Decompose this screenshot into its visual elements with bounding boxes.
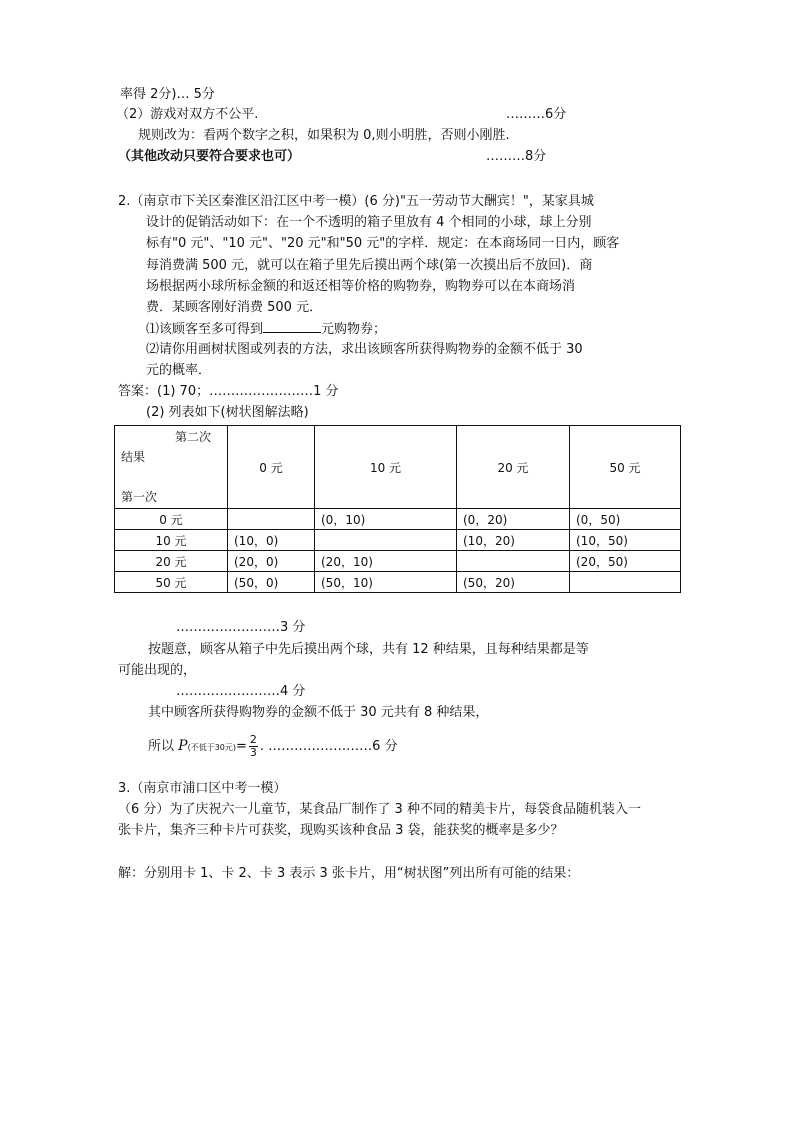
- row-label: 20 元: [115, 551, 228, 572]
- prev-line-4: （其他改动只要符合要求也可）: [118, 149, 301, 164]
- table-cell: (10，50): [570, 530, 681, 551]
- table-cell: (0，50): [570, 509, 681, 530]
- q2-line-3: 标有"0 元"、"10 元"、"20 元"和"50 元"的字样．规定：在本商场同一日内，顾客: [146, 236, 620, 251]
- answer-line-2: (2) 列表如下(树状图解法略): [146, 405, 309, 420]
- header-second-label: 第二次: [175, 430, 212, 444]
- table-cell: [228, 509, 315, 530]
- prob-symbol: P: [178, 738, 188, 754]
- header-first-label: 第一次: [121, 490, 158, 504]
- table-cell: (20，50): [570, 551, 681, 572]
- table-cell: (50，0): [228, 572, 315, 593]
- score-4: ……………………4 分: [176, 684, 306, 699]
- header-result-label: 结果: [121, 450, 146, 464]
- table-cell: (20，10): [315, 551, 457, 572]
- table-cell: (20，0): [228, 551, 315, 572]
- q2-sub1: [146, 320, 386, 339]
- table-cell: [457, 551, 570, 572]
- fraction-denominator: 3: [249, 746, 257, 759]
- q2-sub1-pre: ⑴该顾客至多可得到: [146, 322, 264, 337]
- prev-line-2-score: ………6分: [506, 107, 567, 122]
- header-corner-cell: [115, 426, 228, 509]
- row-label: 50 元: [115, 572, 228, 593]
- table-cell: (10，20): [457, 530, 570, 551]
- probability-fraction: [249, 734, 258, 759]
- table-cell: [570, 572, 681, 593]
- prev-line-3: 规则改为：看两个数字之积，如果积为 0,则小明胜，否则小刚胜.: [138, 128, 510, 143]
- table-row: [115, 509, 681, 530]
- table-header-row: [115, 426, 681, 509]
- q2-line-4: 每消费满 500 元，就可以在箱子里先后摸出两个球(第一次摸出后不放回)．商: [146, 258, 593, 273]
- q2-sub2-line-1: ⑵请你用画树状图或列表的方法，求出该顾客所获得购物券的金额不低于 30: [146, 342, 583, 357]
- col-header: 50 元: [570, 426, 681, 509]
- prob-equals: =: [236, 739, 247, 754]
- prev-line-4-score: ………8分: [486, 149, 547, 164]
- score-3: ……………………3 分: [176, 620, 306, 635]
- q3-line-1: （6 分）为了庆祝六一儿童节，某食品厂制作了 3 种不同的精美卡片，每袋食品随机装入一: [118, 802, 641, 817]
- explanation-line-2: 可能出现的，: [118, 663, 197, 678]
- q3-title: 3.（南京市浦口区中考一模）: [118, 781, 287, 796]
- row-label: 10 元: [115, 530, 228, 551]
- q2-line-2: 设计的促销活动如下：在一个不透明的箱子里放有 4 个相同的小球，球上分别: [146, 215, 592, 230]
- q2-line-5: 场根据两小球所标金额的和返还相等价格的购物券，购物券可以在本商场消: [146, 279, 576, 294]
- explanation-line-3: 其中顾客所获得购物券的金额不低于 30 元共有 8 种结果，: [148, 705, 489, 720]
- table-cell: (50，20): [457, 572, 570, 593]
- prob-prefix: 所以: [148, 739, 175, 754]
- q2-line-1: 2.（南京市下关区秦淮区沿江区中考一模）(6 分)"五一劳动节大酬宾！"，某家具城: [118, 194, 594, 209]
- result-table: [114, 425, 681, 593]
- explanation-line-1: 按题意，顾客从箱子中先后摸出两个球，共有 12 种结果，且每种结果都是等: [148, 642, 589, 657]
- q3-line-2: 张卡片，集齐三种卡片可获奖，现购买该种食品 3 袋，能获奖的概率是多少？: [118, 823, 564, 838]
- fraction-numerator: 2: [249, 733, 257, 746]
- table-cell: (50，10): [315, 572, 457, 593]
- prob-score: . ……………………6 分: [259, 739, 398, 754]
- probability-line: [148, 732, 398, 762]
- table-row: [115, 572, 681, 593]
- table-cell: (0，10): [315, 509, 457, 530]
- col-header: 10 元: [315, 426, 457, 509]
- table-cell: (10，0): [228, 530, 315, 551]
- table-cell: [315, 530, 457, 551]
- answer-line-1: 答案：(1) 70；……………………1 分: [118, 384, 339, 399]
- table-row: [115, 530, 681, 551]
- q2-sub2-line-2: 元的概率．: [146, 363, 212, 378]
- q2-sub1-post: 元购物券；: [321, 322, 387, 337]
- prev-line-2: （2）游戏对双方不公平.: [116, 107, 259, 122]
- table-row: [115, 551, 681, 572]
- q2-line-6: 费．某顾客刚好消费 500 元．: [146, 300, 323, 315]
- answer-blank: [263, 320, 321, 333]
- row-label: 0 元: [115, 509, 228, 530]
- prob-subscript: (不低于30元): [187, 743, 236, 752]
- col-header: 0 元: [228, 426, 315, 509]
- q3-solution: 解：分别用卡 1、卡 2、卡 3 表示 3 张卡片，用“树状图”列出所有可能的结果：: [118, 866, 580, 881]
- prev-line-1: 率得 2分)… 5分: [120, 87, 215, 102]
- table-cell: (0，20): [457, 509, 570, 530]
- col-header: 20 元: [457, 426, 570, 509]
